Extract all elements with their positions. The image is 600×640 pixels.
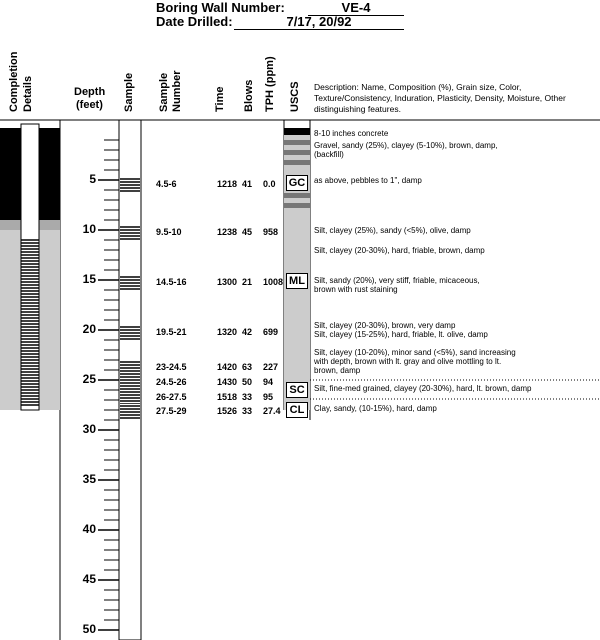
sample-number: 4.5-6 — [156, 179, 177, 189]
sample-number: 23-24.5 — [156, 362, 187, 372]
sample-tph: 95 — [263, 392, 274, 402]
sample-time: 1218 — [217, 179, 238, 189]
soil-description-line: Silt, fine-med grained, clayey (20-30%), hard, lt. brown, damp — [314, 384, 532, 393]
sample-blows: 33 — [242, 406, 253, 416]
sample-tph: 958 — [263, 227, 279, 237]
depth-label: 40 — [82, 522, 96, 536]
sample-interval-mark — [120, 360, 140, 376]
depth-label: 15 — [82, 272, 96, 286]
depth-label: 50 — [82, 622, 96, 636]
sample-number: 9.5-10 — [156, 227, 182, 237]
sample-number: 14.5-16 — [156, 277, 187, 287]
uscs-column — [284, 128, 310, 410]
sample-blows: 45 — [242, 227, 253, 237]
sample-time: 1238 — [217, 227, 238, 237]
soil-description-line: (backfill) — [314, 150, 344, 159]
soil-description-line: Silt, clayey (20-30%), hard, friable, brown, damp — [314, 246, 485, 255]
sample-time: 1526 — [217, 406, 238, 416]
soil-description-line: Clay, sandy, (10-15%), hard, damp — [314, 404, 437, 413]
sample-blows: 41 — [242, 179, 253, 189]
uscs-code: GC — [286, 175, 308, 191]
soil-description-line: 8-10 inches concrete — [314, 129, 389, 138]
date-drilled-label: Date Drilled: — [156, 14, 233, 29]
sample-number: 27.5-29 — [156, 406, 187, 416]
sample-tph: 1008 — [263, 277, 284, 287]
depth-label: 25 — [82, 372, 96, 386]
sample-header: Sample — [123, 72, 135, 112]
sample-number: 24.5-26 — [156, 377, 187, 387]
sample-tph: 27.4 — [263, 406, 281, 416]
depth-label: 45 — [82, 572, 96, 586]
soil-description-line: as above, pebbles to 1", damp — [314, 176, 422, 185]
depth-label: 20 — [82, 322, 96, 336]
sample-interval-mark — [120, 275, 140, 291]
sample-tph: 699 — [263, 327, 279, 337]
sample-interval-mark — [120, 375, 140, 391]
sample-interval-mark — [120, 404, 140, 420]
sample-blows: 21 — [242, 277, 253, 287]
sample-time: 1430 — [217, 377, 238, 387]
sample-number: 19.5-21 — [156, 327, 187, 337]
depth-label: 5 — [89, 172, 96, 186]
sample-blows: 33 — [242, 392, 253, 402]
date-drilled-value: 7/17, 20/92 — [234, 14, 404, 30]
uscs-header: USCS — [289, 81, 301, 112]
sample-blows: 63 — [242, 362, 253, 372]
sample-tph: 0.0 — [263, 179, 276, 189]
depth-ticks — [98, 140, 119, 630]
depth-label: 10 — [82, 222, 96, 236]
sample-time: 1420 — [217, 362, 238, 372]
sample-blows: 42 — [242, 327, 253, 337]
sample-number-header-1: Sample — [158, 72, 170, 112]
description-header: Description: Name, Composition (%), Grain size, Color, Texture/Consistency, Induration, Plasticity, Density, Moisture, Other distinguishing features. — [314, 82, 566, 114]
uscs-code: SC — [286, 382, 308, 398]
sample-time: 1300 — [217, 277, 238, 287]
blows-header: Blows — [243, 79, 255, 112]
sample-blows: 50 — [242, 377, 253, 387]
sample-number: 26-27.5 — [156, 392, 187, 402]
sample-tph: 227 — [263, 362, 279, 372]
sample-interval-mark — [120, 177, 140, 193]
details-header: Details — [22, 75, 34, 112]
soil-description-line: Silt, clayey (20-30%), brown, very damp — [314, 321, 456, 330]
boring-well-label: Boring Wall Number: — [156, 0, 285, 15]
time-header: Time — [214, 86, 226, 112]
soil-description-line: brown, damp — [314, 366, 361, 375]
soil-description-line: with depth, brown with lt. gray and olive mottling to lt. — [314, 357, 502, 366]
boring-well-value: VE-4 — [308, 0, 404, 16]
sample-time: 1320 — [217, 327, 238, 337]
depth-label: 35 — [82, 472, 96, 486]
soil-description-line: brown with rust staining — [314, 285, 398, 294]
sample-number-header-2: Number — [171, 70, 183, 112]
soil-description-line: Silt, clayey (15-25%), hard, friable, lt. olive, damp — [314, 330, 488, 339]
completion-header: Completion — [8, 51, 20, 112]
soil-description-line: Silt, clayey (25%), sandy (<5%), olive, damp — [314, 226, 471, 235]
uscs-code: CL — [286, 402, 308, 418]
sample-interval-mark — [120, 390, 140, 406]
depth-label: 30 — [82, 422, 96, 436]
soil-description-line: Gravel, sandy (25%), clayey (5-10%), brown, damp, — [314, 141, 498, 150]
soil-description-line: Silt, sandy (20%), very stiff, friable, micaceous, — [314, 276, 480, 285]
soil-description-line: Silt, clayey (10-20%), minor sand (<5%), sand increasing — [314, 348, 516, 357]
sample-interval-mark — [120, 325, 140, 341]
depth-unit-header: (feet) — [76, 99, 103, 111]
sample-time: 1518 — [217, 392, 238, 402]
uscs-code: ML — [286, 273, 308, 289]
tph-header: TPH (ppm) — [264, 56, 276, 112]
completion-column — [0, 124, 60, 410]
sample-interval-mark — [120, 225, 140, 241]
depth-header: Depth — [74, 86, 106, 98]
sample-tph: 94 — [263, 377, 274, 387]
